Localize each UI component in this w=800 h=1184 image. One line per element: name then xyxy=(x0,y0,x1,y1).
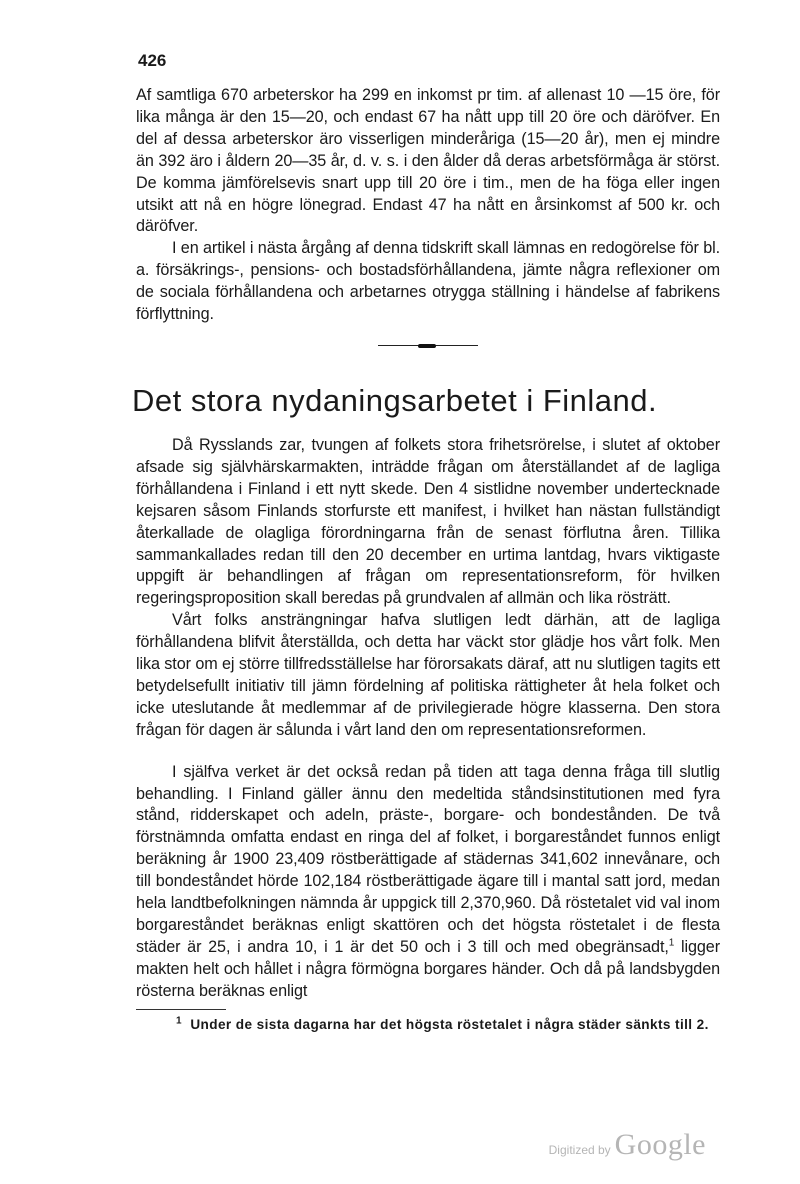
footnote-rule xyxy=(136,1009,226,1010)
google-logo: Google xyxy=(614,1128,706,1161)
paragraph-estates xyxy=(136,762,720,1003)
paragraph-next-article: I en artikel i nästa årgång af denna tidskrift skall lämnas en redogörelse för bl. a. försäkrings-, pensions- och bostadsförhållandena, jämte några reflexioner om de sociala förhållandena och arbetarnes otrygga ställning i händelse af fabrikens förflyttning. xyxy=(136,239,720,324)
paragraph-tsar-manifest: Då Rysslands zar, tvungen af folkets stora frihetsrörelse, i slutet af oktober afsade sig självhärskarmakten, inträdde frågan om återställandet af de lagliga förhållandena i Finland i ett nytt skede. Den 4 sistlidne november undertecknade kejsaren såsom Finlands storfurste ett manifest, i hvilket han nästan fullständigt återkallade de olagliga förordningarna från de senast förflutna åren. Tillika sammankallades redan till den 20 december en urtima lantdag, hvars viktigaste uppgift är behandlingen af frågan om representationsreform, för hvilken regeringsproposition skall beredas på grundvalen af allmän och lika rösträtt. xyxy=(136,435,720,608)
paragraph-wages: Af samtliga 670 arbeterskor ha 299 en inkomst pr tim. af allenast 10 —15 öre, för lika många är den 15—20, och endast 67 ha nått upp till 20 öre och däröfver. En del af dessa arbeterskor äro visserligen minderåriga (15—20 år), men ej mindre än 392 äro i åldern 20—35 år, d. v. s. i den ålder då deras arbetsförmåga är störst. De komma jämförelsevis snart upp till 20 öre i tim., men de ha föga eller ingen utsikt att nå en högre lönegrad. Endast 47 ha nått en årsinkomst af 500 kr. och däröfver. xyxy=(136,86,720,236)
divider-ornament xyxy=(418,344,436,348)
paragraph-gap xyxy=(136,742,720,762)
document-page xyxy=(132,50,720,1034)
paragraph-estates-text: I själfva verket är det också redan på tiden att taga denna fråga till slutlig behandling. I Finland gäller ännu den medeltida ståndsinstitutionen med fyra stånd, ridderskapet och adeln, präste-, borgare- och bondestånden. De två förstnämnda omfatta endast en ringa del af folket, i borgareståndet funnos enligt beräkning år 1900 23,409 röstberättigade af städernas 341,602 innevånare, och till bondeståndet hörde 102,184 röstberättigade ägare till i mantal satt jord, medan hela landtbefolkningen nämnda år uppgick till 2,370,960. Då röstetalet vid val inom borgareståndet beräknas enligt skattören och det högsta röstetalet i de flesta städer är 25, i andra 10, i 1 är det 50 och i 3 till och med obegränsadt, xyxy=(136,762,720,956)
digitized-watermark xyxy=(549,1128,706,1168)
paragraph-estates-text-continued: ligger makten helt och hållet i några förmögna borgares händer. Och då på landsbygden rösterna beräknas enligt xyxy=(136,937,720,1000)
footnote xyxy=(176,1016,720,1034)
section-divider xyxy=(378,344,478,348)
footnote-number: 1 xyxy=(176,1015,182,1027)
footnote-text: Under de sista dagarna har det högsta röstetalet i några städer sänkts till 2. xyxy=(190,1016,709,1032)
article-heading: Det stora nydaningsarbetet i Finland. xyxy=(132,382,658,418)
footnote-reference: 1 xyxy=(668,937,675,949)
watermark-caption: Digitized by xyxy=(548,1143,611,1157)
paragraph-peoples-efforts: Vårt folks ansträngningar hafva slutligen ledt därhän, att de lagliga förhållandena blifvit återställda, och detta har väckt stor glädje hos vårt folk. Men lika stor om ej större tillfredsställelse har förorsakats däraf, att nu slutligen tagits ett betydelsefullt initiativ till jämn fördelning af politiska rättigheter åt hela folket och icke uteslutande åt medlemmar af de privilegierade högre klasserna. Den stora frågan för dagen är sålunda i vårt land den om representationsreformen. xyxy=(136,611,720,739)
page-number: 426 xyxy=(138,51,167,70)
